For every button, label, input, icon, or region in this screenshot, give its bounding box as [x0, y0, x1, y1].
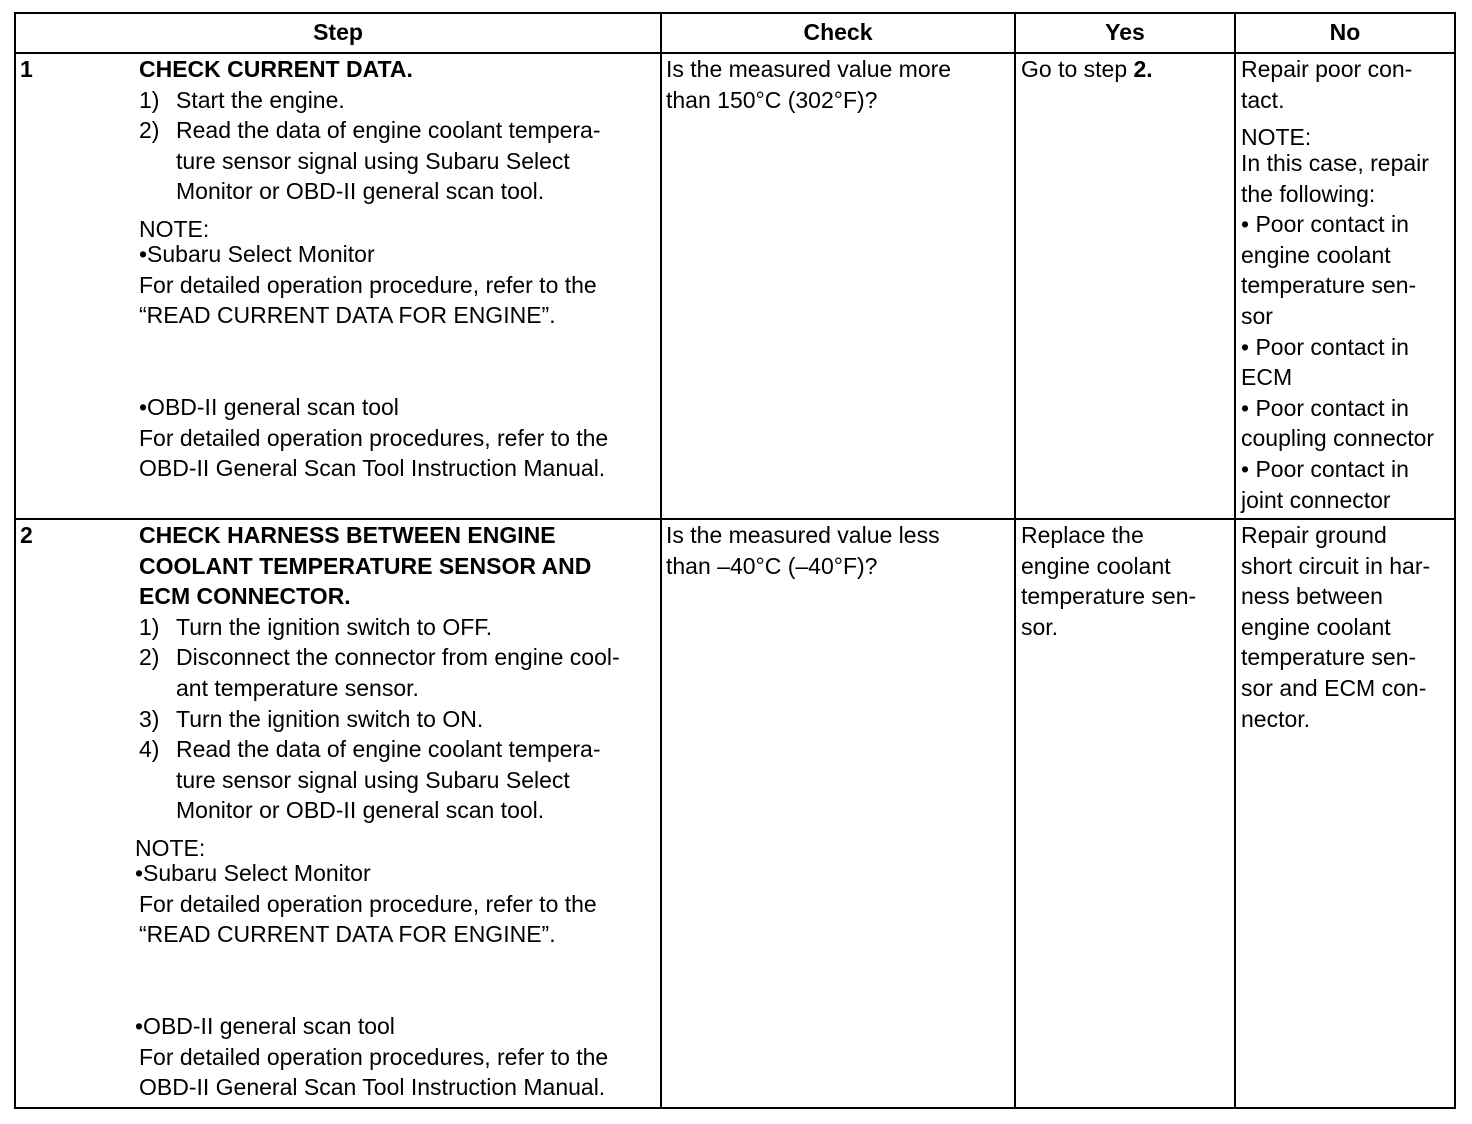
substep-num: 1) — [139, 86, 160, 113]
note-text: •Subaru Select Monitor — [139, 241, 375, 267]
substep-text: ture sensor signal using Subaru Select — [176, 147, 570, 174]
no-note-text: ECM — [1241, 364, 1293, 391]
no-note-text: the following: — [1241, 180, 1376, 207]
step-number: 2 — [20, 522, 33, 548]
no-text: tact. — [1241, 86, 1285, 113]
header-yes: Yes — [1105, 19, 1145, 45]
check-text: Is the measured value less — [666, 522, 940, 548]
note-text: •Subaru Select Monitor — [135, 860, 371, 886]
no-note-text: In this case, repair — [1241, 150, 1429, 176]
substep-num: 2) — [139, 644, 160, 671]
substep-text: Turn the ignition switch to ON. — [176, 705, 484, 732]
note-text: For detailed operation procedures, refer to the — [139, 424, 609, 451]
table-border-bottom — [14, 1107, 1456, 1109]
no-text: temperature sen- — [1241, 644, 1417, 671]
header-step: Step — [313, 19, 363, 45]
substep-text: Monitor or OBD-II general scan tool. — [176, 797, 545, 824]
no-note-text: joint connector — [1241, 486, 1391, 513]
no-note-text: engine coolant — [1241, 241, 1391, 268]
yes-text — [1021, 54, 1153, 85]
yes-step-link: 2. — [1133, 56, 1153, 82]
no-text: ness between — [1241, 583, 1383, 610]
step-number: 1 — [20, 56, 33, 82]
substep-num: 3) — [139, 705, 160, 732]
no-text: Repair poor con- — [1241, 56, 1413, 82]
no-text: Repair ground — [1241, 522, 1387, 548]
no-note-label: NOTE: — [1241, 124, 1312, 150]
yes-text: temperature sen- — [1021, 583, 1197, 610]
note-text: “READ CURRENT DATA FOR ENGINE”. — [139, 302, 556, 329]
table-border-left — [14, 12, 16, 1109]
column-divider-step-check — [660, 12, 662, 1109]
table-border-right — [1454, 12, 1456, 1109]
note-label: NOTE: — [135, 835, 206, 861]
note-text: •OBD-II general scan tool — [135, 1013, 395, 1039]
substep-text: Disconnect the connector from engine cool- — [176, 644, 620, 671]
yes-text: engine coolant — [1021, 552, 1171, 579]
check-text: than –40°C (–40°F)? — [666, 552, 878, 579]
substep-num: 1) — [139, 613, 160, 640]
substep-text: Turn the ignition switch to OFF. — [176, 613, 493, 640]
no-text: short circuit in har- — [1241, 552, 1431, 579]
substep-num: 2) — [139, 117, 160, 144]
check-text: than 150°C (302°F)? — [666, 86, 878, 113]
check-text: Is the measured value more — [666, 56, 952, 82]
substep-text: ture sensor signal using Subaru Select — [176, 766, 570, 793]
no-note-text: • Poor contact in — [1241, 333, 1409, 360]
no-text: nector. — [1241, 705, 1311, 732]
step-title: COOLANT TEMPERATURE SENSOR AND — [139, 552, 592, 579]
no-note-text: temperature sen- — [1241, 272, 1417, 299]
no-note-text: • Poor contact in — [1241, 394, 1409, 421]
no-note-text: sor — [1241, 303, 1273, 329]
step-title: ECM CONNECTOR. — [139, 583, 351, 610]
note-label: NOTE: — [139, 216, 210, 242]
header-check: Check — [803, 19, 873, 45]
note-text: OBD-II General Scan Tool Instruction Manual. — [139, 1074, 606, 1101]
no-text: engine coolant — [1241, 613, 1391, 640]
step-title: CHECK HARNESS BETWEEN ENGINE — [139, 522, 556, 548]
note-text: OBD-II General Scan Tool Instruction Manual. — [139, 455, 606, 482]
note-text: For detailed operation procedure, refer to the — [139, 271, 597, 298]
no-note-text: • Poor contact in — [1241, 211, 1409, 238]
yes-text: sor. — [1021, 613, 1059, 640]
no-note-text: • Poor contact in — [1241, 456, 1409, 482]
note-text: For detailed operation procedure, refer to the — [139, 890, 597, 917]
substep-text: Monitor or OBD-II general scan tool. — [176, 178, 545, 205]
substep-num: 4) — [139, 736, 160, 763]
no-note-text: coupling connector — [1241, 425, 1435, 452]
note-text: •OBD-II general scan tool — [139, 394, 399, 420]
substep-text: Read the data of engine coolant tempera- — [176, 117, 601, 144]
header-no: No — [1329, 19, 1361, 45]
substep-text: ant temperature sensor. — [176, 675, 419, 701]
step-title: CHECK CURRENT DATA. — [139, 56, 413, 82]
substep-text: Start the engine. — [176, 86, 345, 113]
substep-text: Read the data of engine coolant tempera- — [176, 736, 601, 763]
note-text: “READ CURRENT DATA FOR ENGINE”. — [139, 921, 556, 948]
yes-text-prefix: Go to step — [1021, 56, 1134, 82]
note-text: For detailed operation procedures, refer to the — [139, 1043, 609, 1070]
yes-text: Replace the — [1021, 522, 1144, 548]
diagnostic-table — [14, 12, 1456, 1109]
column-divider-yes-no — [1234, 12, 1236, 1109]
no-text: sor and ECM con- — [1241, 675, 1427, 701]
column-divider-check-yes — [1014, 12, 1016, 1109]
